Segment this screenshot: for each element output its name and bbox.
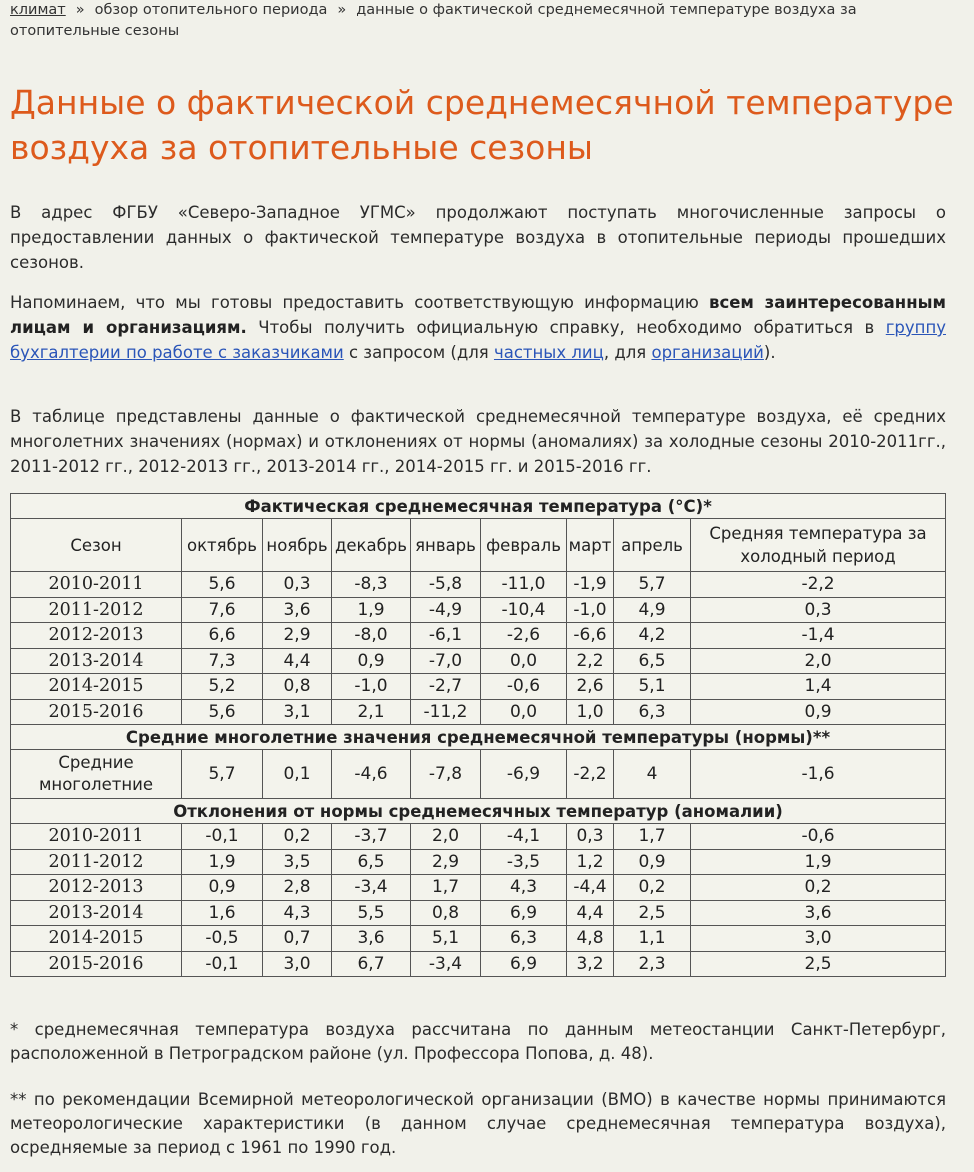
value-cell: 3,5 — [263, 849, 332, 875]
value-cell: 5,5 — [332, 900, 411, 926]
value-cell: -10,4 — [481, 597, 567, 623]
value-cell: 0,2 — [614, 875, 691, 901]
season-cell: 2010-2011 — [11, 824, 182, 850]
value-cell: -0,6 — [691, 824, 946, 850]
value-cell: 0,7 — [263, 926, 332, 952]
footnote-1: * среднемесячная температура воздуха рассчитана по данным метеостанции Санкт-Петербург, расположенной в Петроградском районе (ул. Профессора Попова, д. 48). — [10, 1020, 946, 1063]
link-organizations[interactable]: организаций — [651, 343, 764, 362]
value-cell: 3,6 — [263, 597, 332, 623]
value-cell: 2,0 — [691, 648, 946, 674]
anomaly-data-row — [11, 824, 946, 850]
value-cell: 4,9 — [614, 597, 691, 623]
value-cell: 0,3 — [567, 824, 614, 850]
value-cell: 0,9 — [332, 648, 411, 674]
value-cell: -4,4 — [567, 875, 614, 901]
column-header: октябрь — [182, 519, 263, 572]
text-fragment: , для — [603, 343, 652, 362]
norm-data-row — [11, 750, 946, 799]
value-cell: 4,3 — [263, 900, 332, 926]
value-cell: 0,2 — [691, 875, 946, 901]
section-anomaly-header-row — [11, 799, 946, 824]
value-cell: -11,2 — [411, 699, 481, 725]
value-cell: 5,2 — [182, 674, 263, 700]
value-cell: 4,4 — [567, 900, 614, 926]
value-cell: 0,3 — [691, 597, 946, 623]
value-cell: -3,4 — [332, 875, 411, 901]
value-cell: 6,5 — [332, 849, 411, 875]
value-cell: -2,2 — [567, 750, 614, 799]
value-cell: -1,0 — [567, 597, 614, 623]
value-cell: 3,0 — [691, 926, 946, 952]
actual-data-row — [11, 623, 946, 649]
value-cell: -3,4 — [411, 951, 481, 977]
intro-paragraph-3: В таблице представлены данные о фактической среднемесячной температуре воздуха, её средних многолетних значениях (нормах) и отклонениях от нормы (аномалиях) за холодные сезоны 2010-2011гг., 2011-2012 гг., 2012-2013 гг., 2013-2014 гг., 2014-2015 гг. и 2015-2016 гг. — [10, 407, 946, 476]
column-header: Сезон — [11, 519, 182, 572]
season-cell: 2010-2011 — [11, 572, 182, 598]
value-cell: 2,5 — [614, 900, 691, 926]
value-cell: -0,1 — [182, 951, 263, 977]
value-cell: 1,4 — [691, 674, 946, 700]
season-cell: 2012-2013 — [11, 875, 182, 901]
section-actual-header-row — [11, 494, 946, 519]
anomaly-data-row — [11, 926, 946, 952]
column-header: март — [567, 519, 614, 572]
value-cell: 3,2 — [567, 951, 614, 977]
value-cell: 0,0 — [481, 699, 567, 725]
value-cell: 4,4 — [263, 648, 332, 674]
breadcrumb-item-current: данные о фактической среднемесячной температуре воздуха за отопительные сезоны — [10, 2, 857, 39]
anomaly-data-row — [11, 951, 946, 977]
value-cell: -0,5 — [182, 926, 263, 952]
value-cell: 1,7 — [614, 824, 691, 850]
section-anomaly-header: Отклонения от нормы среднемесячных температур (аномалии) — [11, 799, 946, 824]
text-fragment: Напоминаем, что мы готовы предоставить соответствующую информацию — [10, 293, 709, 312]
value-cell: 2,9 — [263, 623, 332, 649]
value-cell: -4,9 — [411, 597, 481, 623]
season-cell: 2011-2012 — [11, 597, 182, 623]
value-cell: 1,0 — [567, 699, 614, 725]
value-cell: -2,6 — [481, 623, 567, 649]
value-cell: 5,1 — [614, 674, 691, 700]
anomaly-data-row — [11, 875, 946, 901]
value-cell: 0,0 — [481, 648, 567, 674]
value-cell: 2,1 — [332, 699, 411, 725]
value-cell: 6,5 — [614, 648, 691, 674]
link-private-persons[interactable]: частных лиц — [493, 343, 604, 362]
breadcrumb-item-heating-review: обзор отопительного периода — [94, 2, 328, 18]
actual-data-row — [11, 699, 946, 725]
breadcrumb-separator: » — [75, 2, 85, 18]
value-cell: 0,2 — [263, 824, 332, 850]
actual-data-row — [11, 648, 946, 674]
value-cell: 0,9 — [182, 875, 263, 901]
value-cell: -1,9 — [567, 572, 614, 598]
value-cell: 2,0 — [411, 824, 481, 850]
breadcrumb-separator: » — [337, 2, 347, 18]
value-cell: -8,3 — [332, 572, 411, 598]
value-cell: 2,9 — [411, 849, 481, 875]
value-cell: -0,6 — [481, 674, 567, 700]
value-cell: 1,7 — [411, 875, 481, 901]
column-header: ноябрь — [263, 519, 332, 572]
value-cell: 4,2 — [614, 623, 691, 649]
value-cell: 6,3 — [481, 926, 567, 952]
value-cell: 6,7 — [332, 951, 411, 977]
value-cell: -7,8 — [411, 750, 481, 799]
text-fragment: ). — [763, 343, 776, 362]
season-cell: 2015-2016 — [11, 699, 182, 725]
value-cell: 5,6 — [182, 699, 263, 725]
value-cell: 1,2 — [567, 849, 614, 875]
emphasis-text: всем заинтересованным лицам и организациям. — [10, 293, 946, 337]
value-cell: 1,9 — [332, 597, 411, 623]
link-accounting-group[interactable]: группу бухгалтерии по работе с заказчиками — [10, 318, 946, 362]
value-cell: 4,8 — [567, 926, 614, 952]
value-cell: 3,1 — [263, 699, 332, 725]
value-cell: 4,3 — [481, 875, 567, 901]
actual-data-row — [11, 597, 946, 623]
column-header: апрель — [614, 519, 691, 572]
value-cell: 1,1 — [614, 926, 691, 952]
intro-paragraph-1: В адрес ФГБУ «Северо-Западное УГМС» продолжают поступать многочисленные запросы о предоставлении данных о фактической температуре воздуха в отопительные периоды прошедших сезонов. — [10, 203, 946, 272]
value-cell: 0,9 — [614, 849, 691, 875]
value-cell: -1,6 — [691, 750, 946, 799]
value-cell: 2,2 — [567, 648, 614, 674]
value-cell: 4 — [614, 750, 691, 799]
season-cell: 2011-2012 — [11, 849, 182, 875]
value-cell: -8,0 — [332, 623, 411, 649]
value-cell: -3,5 — [481, 849, 567, 875]
anomaly-data-row — [11, 900, 946, 926]
value-cell: 6,3 — [614, 699, 691, 725]
value-cell: 2,6 — [567, 674, 614, 700]
value-cell: 0,1 — [263, 750, 332, 799]
breadcrumb — [10, 0, 960, 42]
value-cell: 7,3 — [182, 648, 263, 674]
value-cell: -5,8 — [411, 572, 481, 598]
breadcrumb-link-climate[interactable]: климат — [10, 2, 66, 18]
value-cell: 7,6 — [182, 597, 263, 623]
page-title: Данные о фактической среднемесячной температуре воздуха за отопительные сезоны — [10, 83, 954, 167]
value-cell: 5,7 — [182, 750, 263, 799]
actual-data-row — [11, 674, 946, 700]
value-cell: 1,9 — [182, 849, 263, 875]
value-cell: 6,6 — [182, 623, 263, 649]
column-header-row — [11, 519, 946, 572]
value-cell: 6,9 — [481, 951, 567, 977]
temperature-table-body — [11, 494, 946, 977]
actual-data-row — [11, 572, 946, 598]
section-norm-header-row — [11, 725, 946, 750]
value-cell: -1,0 — [332, 674, 411, 700]
value-cell: -4,1 — [481, 824, 567, 850]
value-cell: 1,9 — [691, 849, 946, 875]
value-cell: 0,8 — [411, 900, 481, 926]
value-cell: -6,6 — [567, 623, 614, 649]
season-cell: 2013-2014 — [11, 900, 182, 926]
column-header: декабрь — [332, 519, 411, 572]
season-cell: 2012-2013 — [11, 623, 182, 649]
footnote-2: ** по рекомендации Всемирной метеорологической организации (ВМО) в качестве нормы принимаются метеорологические характеристики (в данном случае среднемесячная температура воздуха), осредняемые за период с 1961 по 1990 год. — [10, 1090, 946, 1157]
season-cell: 2013-2014 — [11, 648, 182, 674]
value-cell: 6,9 — [481, 900, 567, 926]
anomaly-data-row — [11, 849, 946, 875]
temperature-table — [10, 493, 946, 977]
value-cell: -0,1 — [182, 824, 263, 850]
season-cell: 2014-2015 — [11, 926, 182, 952]
value-cell: 2,8 — [263, 875, 332, 901]
value-cell: 5,6 — [182, 572, 263, 598]
season-cell: 2015-2016 — [11, 951, 182, 977]
text-fragment: с запросом (для — [343, 343, 494, 362]
value-cell: -1,4 — [691, 623, 946, 649]
value-cell: -2,7 — [411, 674, 481, 700]
intro-paragraph-2 — [10, 290, 946, 365]
text-fragment: Чтобы получить официальную справку, необходимо обратиться в — [246, 318, 886, 337]
norm-label-cell: Средние многолетние — [11, 750, 182, 799]
value-cell: -7,0 — [411, 648, 481, 674]
value-cell: 5,1 — [411, 926, 481, 952]
value-cell: 3,6 — [332, 926, 411, 952]
value-cell: -3,7 — [332, 824, 411, 850]
value-cell: 0,9 — [691, 699, 946, 725]
value-cell: 2,5 — [691, 951, 946, 977]
section-norm-header: Средние многолетние значения среднемесячной температуры (нормы)** — [11, 725, 946, 750]
value-cell: -2,2 — [691, 572, 946, 598]
value-cell: 5,7 — [614, 572, 691, 598]
value-cell: 3,6 — [691, 900, 946, 926]
value-cell: 0,8 — [263, 674, 332, 700]
value-cell: -6,9 — [481, 750, 567, 799]
value-cell: 1,6 — [182, 900, 263, 926]
season-cell: 2014-2015 — [11, 674, 182, 700]
value-cell: 3,0 — [263, 951, 332, 977]
section-actual-header: Фактическая среднемесячная температура (°С)* — [11, 494, 946, 519]
value-cell: 2,3 — [614, 951, 691, 977]
column-header: Средняя температура за холодный период — [691, 519, 946, 572]
value-cell: 0,3 — [263, 572, 332, 598]
value-cell: -4,6 — [332, 750, 411, 799]
value-cell: -11,0 — [481, 572, 567, 598]
value-cell: -6,1 — [411, 623, 481, 649]
column-header: январь — [411, 519, 481, 572]
column-header: февраль — [481, 519, 567, 572]
